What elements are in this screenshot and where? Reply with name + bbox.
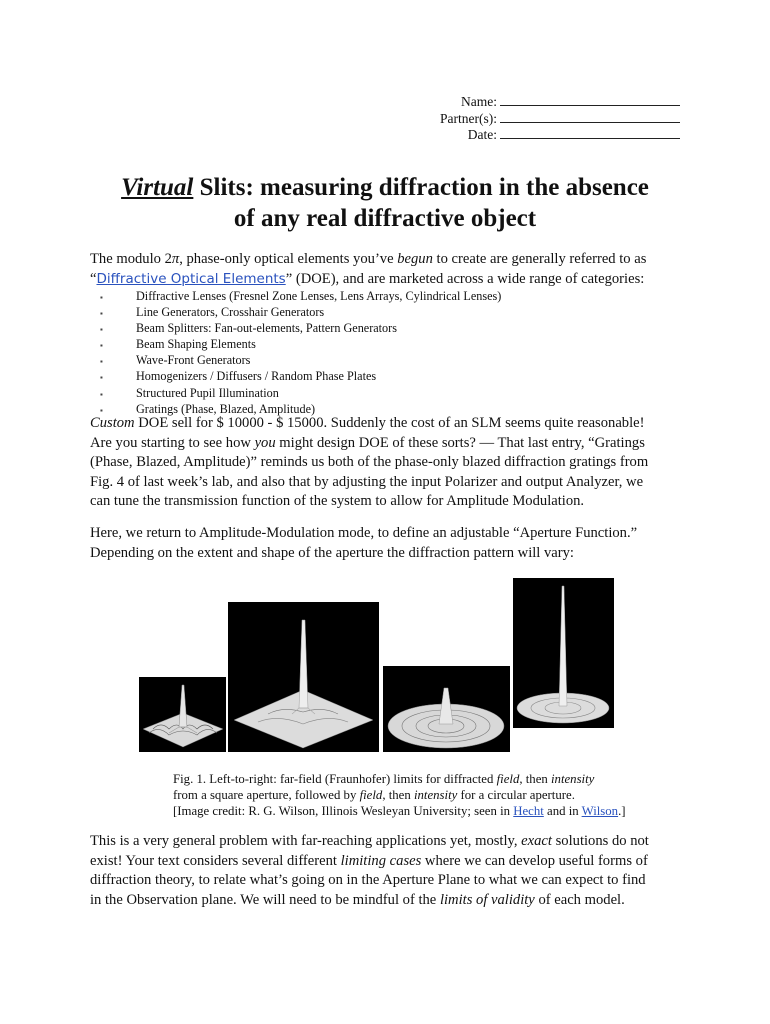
bullet-icon: ▪ — [100, 389, 103, 399]
para4-text-2: solutions do not — [551, 833, 649, 849]
caption-text: [Image credit: R. G. Wilson, Illinois Wesleyan University; seen in — [173, 804, 514, 818]
hecht-link[interactable]: Hecht — [513, 804, 544, 818]
para4-text-6: in the Observation plane. We will need to be mindful of the — [90, 891, 440, 908]
list-item-text: Beam Splitters: Fan-out-elements, Pattern Generators — [136, 321, 397, 336]
caption-text: .] — [618, 804, 626, 818]
list-item — [100, 289, 501, 305]
para3-text-1: Here, we return to Amplitude-Modulation mode, to define an adjustable “Aperture Function.” — [90, 525, 638, 541]
circular-aperture-field-image — [383, 666, 510, 752]
intro-text-1: The modulo 2 — [90, 251, 172, 267]
caption-intensity-1: intensity — [550, 772, 595, 786]
para2-text-5: Fig. 4 of last week’s lab, and also that by adjusting the input Polarizer and output Analyzer, we — [90, 473, 644, 490]
bullet-icon: ▪ — [100, 405, 103, 415]
caption-text: , then — [382, 788, 414, 802]
caption-text: Fig. 1. Left-to-right: far-field (Fraunhofer) limits for diffracted — [173, 772, 497, 786]
pi-symbol: π — [171, 251, 180, 267]
cost-paragraph — [90, 414, 680, 512]
para4-text-3: exist! Your text considers several different — [90, 852, 341, 869]
bullet-icon: ▪ — [100, 341, 103, 351]
caption-text: and in — [543, 804, 582, 818]
name-field[interactable] — [420, 93, 680, 110]
list-item-text: Diffractive Lenses (Fresnel Zone Lenses, Lens Arrays, Cylindrical Lenses) — [136, 289, 502, 303]
title-italic-word: Virtual — [121, 174, 194, 201]
doe-category-list — [100, 289, 501, 418]
para2-text-6: can tune the transmission function of the system to allow for Amplitude Modulation. — [90, 493, 585, 509]
para2-text-1: DOE sell for $ 10000 - $ 15000. Suddenly the cost of an SLM seems quite reasonable! — [134, 415, 645, 431]
partners-label: Partner(s): — [440, 110, 497, 126]
date-field[interactable] — [420, 126, 680, 143]
list-item — [100, 353, 501, 369]
list-item — [100, 369, 501, 385]
list-item-text: Wave-Front Generators — [136, 353, 251, 368]
student-info-fields — [420, 93, 680, 143]
caption-field-1: field — [496, 772, 520, 786]
list-item-text: Gratings (Phase, Blazed, Amplitude) — [136, 401, 316, 416]
list-item — [100, 305, 501, 321]
para2-custom: Custom — [90, 415, 135, 431]
bullet-icon: ▪ — [100, 293, 103, 302]
para4-limits-of-validity: limits of validity — [439, 891, 535, 908]
para4-text-5: diffraction theory, to relate what’s going on in the Aperture Plane to what we can expect to find — [90, 872, 646, 888]
para4-text-7: of each model. — [534, 891, 625, 908]
para4-text-1: This is a very general problem with far-reaching applications yet, mostly, — [90, 833, 522, 849]
title-line2: of any real diffractive object — [233, 205, 537, 232]
list-item-text: Beam Shaping Elements — [136, 337, 256, 352]
caption-text: , then — [519, 772, 551, 786]
page-title — [60, 172, 710, 234]
bullet-icon: ▪ — [100, 309, 103, 319]
date-label: Date: — [467, 127, 497, 142]
caption-text: for a circular aperture. — [457, 788, 575, 802]
para3-text-2: Depending on the extent and shape of the aperture the diffraction pattern will vary: — [90, 544, 574, 561]
intro-begun: begun — [397, 251, 433, 267]
list-item-text: Line Generators, Crosshair Generators — [136, 305, 325, 320]
caption-intensity-2: intensity — [413, 788, 458, 802]
caption-line-1 — [173, 771, 653, 787]
intro-text-4: ” (DOE), and are marketed across a wide range of categories: — [285, 270, 645, 287]
name-blank-line[interactable] — [500, 93, 680, 106]
caption-line-2 — [173, 787, 653, 803]
bullet-icon: ▪ — [100, 357, 103, 367]
list-item — [100, 386, 501, 402]
intro-paragraph — [90, 250, 680, 289]
para2-text-4: (Phase, Blazed, Amplitude)” reminds us both of the phase-only blazed diffraction gratings from — [90, 454, 649, 470]
para2-text-2: Are you starting to see how — [90, 434, 255, 451]
partners-blank-line[interactable] — [500, 110, 680, 123]
list-item — [100, 337, 501, 353]
list-item — [100, 321, 501, 337]
limiting-cases-paragraph — [90, 832, 680, 910]
list-item-text: Homogenizers / Diffusers / Random Phase Plates — [136, 369, 377, 384]
doe-link[interactable]: Diffractive Optical Elements — [96, 270, 286, 287]
title-line1-rest: Slits: measuring diffraction in the absence — [193, 174, 649, 201]
caption-text: from a square aperture, followed by — [173, 788, 360, 802]
para4-limiting-cases: limiting cases — [340, 852, 422, 869]
para2-text-3: might design DOE of these sorts? — That last entry, “Gratings — [275, 434, 645, 451]
square-aperture-intensity-image — [228, 602, 379, 752]
name-label: Name: — [461, 94, 497, 109]
date-blank-line[interactable] — [500, 126, 680, 139]
circular-aperture-intensity-image — [513, 578, 614, 728]
square-aperture-field-image — [139, 677, 226, 752]
bullet-icon: ▪ — [100, 373, 103, 383]
partners-field[interactable] — [420, 110, 680, 127]
intro-open-quote: “ — [90, 270, 97, 287]
caption-line-3 — [173, 803, 653, 819]
wilson-link[interactable]: Wilson — [581, 804, 619, 818]
intro-text-2: , phase-only optical elements you’ve — [179, 251, 398, 267]
caption-field-2: field — [359, 788, 383, 802]
intro-text-3: to create are generally referred to as — [432, 251, 647, 267]
list-item-text: Structured Pupil Illumination — [136, 385, 279, 400]
para2-you: you — [254, 434, 276, 451]
para4-text-4: where we can develop useful forms of — [421, 852, 648, 869]
figure-caption — [173, 771, 653, 819]
para4-exact: exact — [521, 833, 552, 849]
aperture-paragraph — [90, 524, 680, 563]
bullet-icon: ▪ — [100, 325, 103, 335]
